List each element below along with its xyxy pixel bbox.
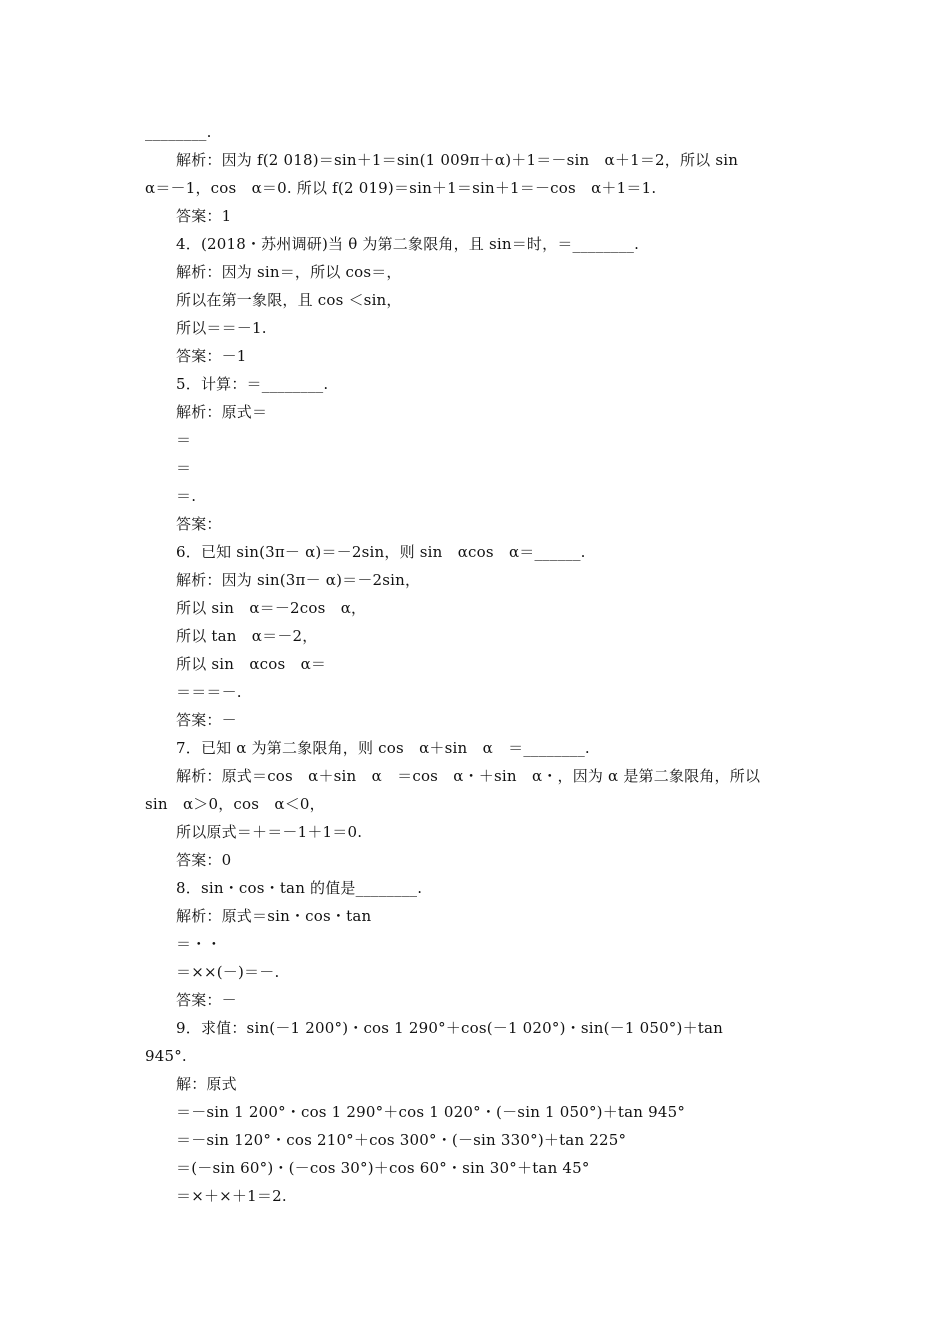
solution-line: ＝: [176, 431, 192, 449]
question-5: 5．计算：＝________.: [176, 375, 329, 393]
answer-line: 答案：0: [176, 851, 232, 869]
solution-line: ＝×＋×＋1＝2.: [176, 1187, 287, 1205]
solution-line: 解析：因为 sin＝，所以 cos＝，: [176, 263, 402, 281]
solution-line: ＝＝＝－.: [176, 683, 242, 701]
solution-line: ＝・・: [176, 935, 222, 953]
answer-line: 答案：: [176, 515, 222, 533]
solution-line: 解析：原式＝sin・cos・tan: [176, 907, 372, 925]
answer-line: 答案：1: [176, 207, 232, 225]
solution-line: 所以原式＝＋＝－1＋1＝0.: [176, 823, 363, 841]
solution-line: 解：原式: [176, 1075, 237, 1093]
answer-line: 答案：－: [176, 991, 237, 1009]
solution-line: 所以 sin α＝－2cos α，: [176, 599, 367, 617]
question-8: 8．sin・cos・tan 的值是________.: [176, 879, 423, 897]
solution-line: ＝: [176, 459, 192, 477]
answer-line: 答案：－1: [176, 347, 247, 365]
question-9-continued: 945°.: [145, 1047, 187, 1065]
solution-line: 解析：原式＝: [176, 403, 268, 421]
solution-line: α＝－1，cos α＝0. 所以 f(2 019)＝sin＋1＝sin＋1＝－cos α＋1＝1.: [145, 179, 657, 197]
solution-line: 所以在第一象限，且 cos ＜sin，: [176, 291, 402, 309]
solution-line: ＝(－sin 60°)・(－cos 30°)＋cos 60°・sin 30°＋tan 45°: [176, 1159, 590, 1177]
solution-line: 所以 sin αcos α＝: [176, 655, 327, 673]
question-6: 6．已知 sin(3π－ α)＝－2sin，则 sin αcos α＝______.: [176, 543, 586, 561]
question-7: 7．已知 α 为第二象限角，则 cos α＋sin α ＝________.: [176, 739, 590, 757]
solution-line: 所以 tan α＝－2，: [176, 627, 318, 645]
solution-line: ＝.: [176, 487, 197, 505]
solution-line: ＝－sin 120°・cos 210°＋cos 300°・(－sin 330°)＋tan 225°: [176, 1131, 627, 1149]
answer-line: 答案：－: [176, 711, 237, 729]
solution-line: 解析：因为 f(2 018)＝sin＋1＝sin(1 009π＋α)＋1＝－sin α＋1＝2，所以 sin: [176, 151, 739, 169]
solution-line: ＝－sin 1 200°・cos 1 290°＋cos 1 020°・(－sin 1 050°)＋tan 945°: [176, 1103, 686, 1121]
answer-blank-line: ________.: [145, 123, 212, 141]
solution-line: 解析：原式＝cos α＋sin α ＝cos α・＋sin α・，因为 α 是第二象限角，所以: [176, 767, 761, 785]
question-9: 9．求值：sin(－1 200°)・cos 1 290°＋cos(－1 020°)・sin(－1 050°)＋tan: [176, 1019, 723, 1037]
solution-line: ＝××(－)＝－.: [176, 963, 280, 981]
solution-line: 解析：因为 sin(3π－ α)＝－2sin，: [176, 571, 421, 589]
solution-line: 所以＝＝－1.: [176, 319, 267, 337]
question-4: 4．(2018・苏州调研)当 θ 为第二象限角，且 sin＝时，＝________.: [176, 235, 640, 253]
solution-line: sin α＞0，cos α＜0，: [145, 795, 325, 813]
